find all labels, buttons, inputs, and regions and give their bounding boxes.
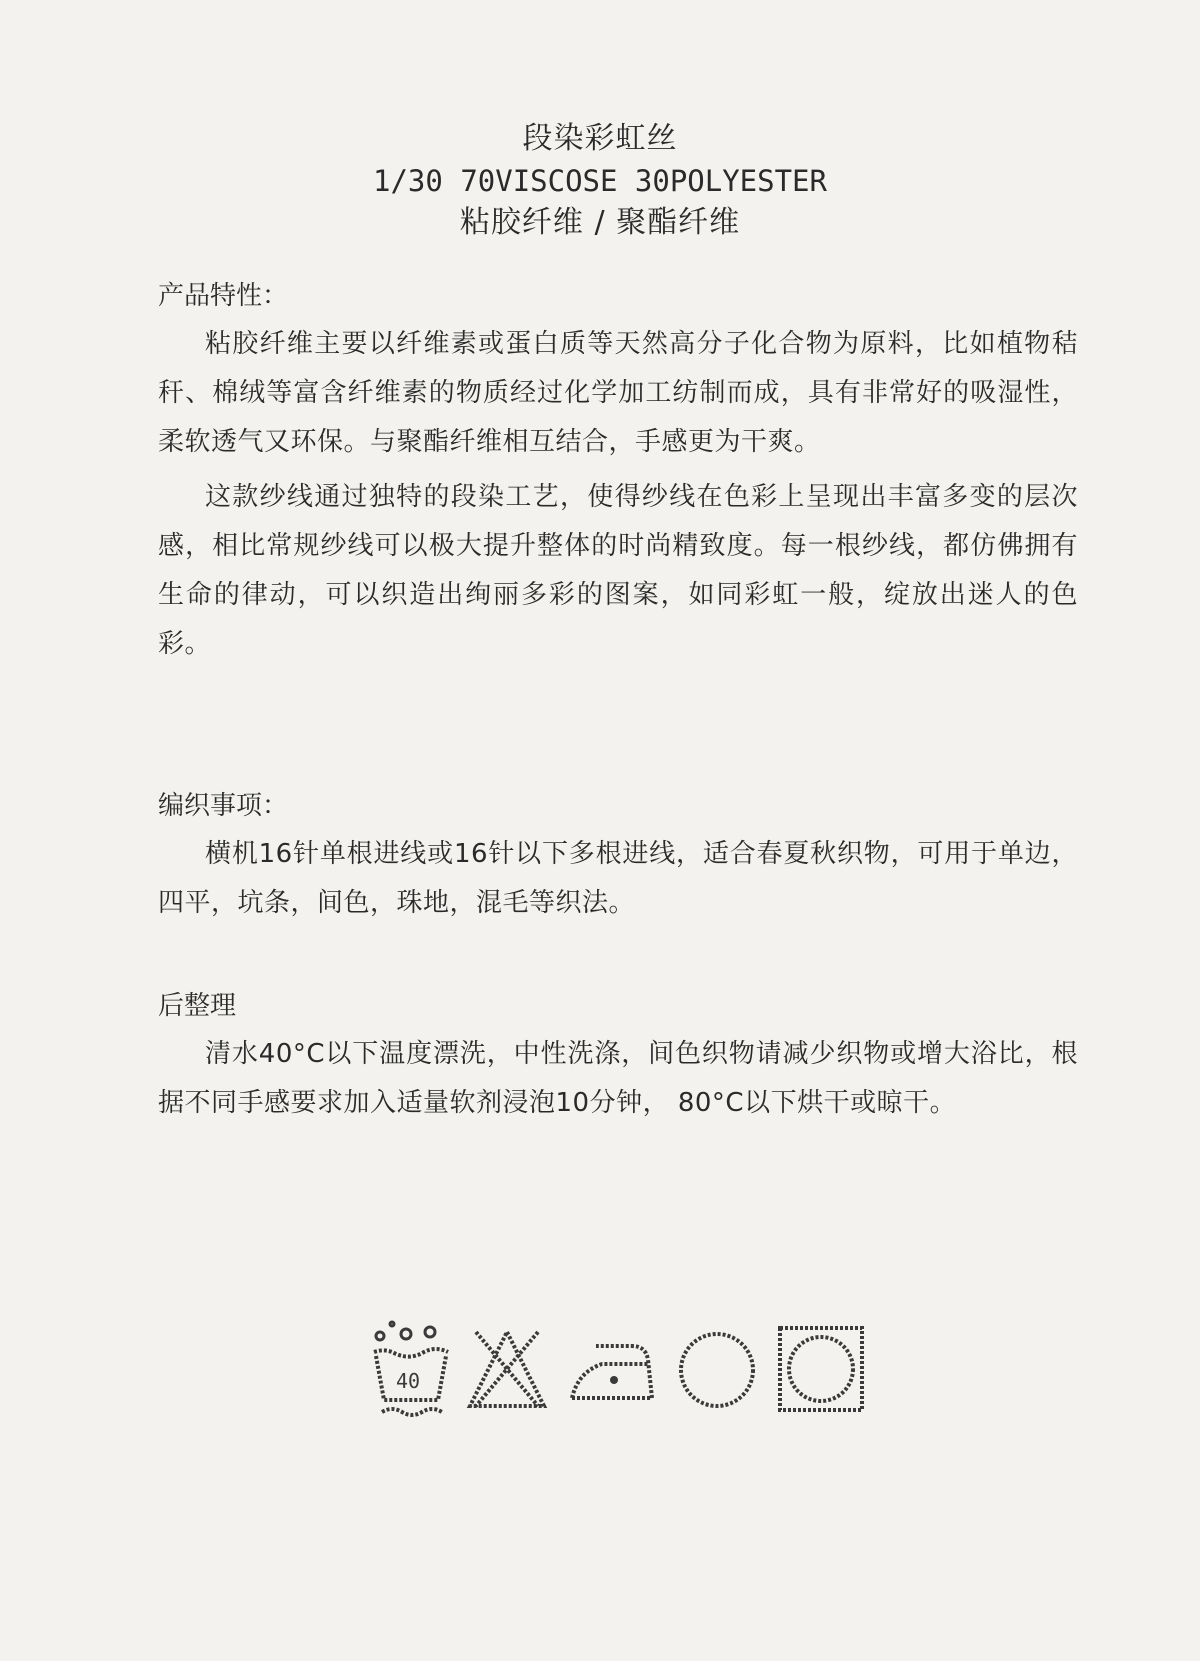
finishing-section xyxy=(158,988,1078,1128)
do-not-bleach-icon xyxy=(462,1318,552,1418)
fiber-composition: 粘胶纤维 / 聚酯纤维 xyxy=(459,205,741,240)
finishing-title: 后整理 xyxy=(158,991,237,1021)
product-title: 段染彩虹丝 xyxy=(522,121,678,156)
features-title: 产品特性： xyxy=(158,281,289,311)
knitting-paragraph: 横机16针单根进线或16针以下多根进线，适合春夏秋织物，可用于单边，四平，坑条，间色，珠地，混毛等织法。 xyxy=(158,839,1078,918)
features-paragraph-2: 这款纱线通过独特的段染工艺，使得纱线在色彩上呈现出丰富多变的层次感，相比常规纱线可以极大提升整体的时尚精致度。每一根纱线，都仿佛拥有生命的律动，可以织造出绚丽多彩的图案，如同彩虹一般，绽放出迷人的色彩。 xyxy=(158,482,1078,659)
wash-40-icon xyxy=(366,1318,456,1418)
yarn-spec: 1/30 70VISCOSE 30POLYESTER xyxy=(373,164,827,198)
care-symbols xyxy=(366,1318,896,1418)
iron-low-icon xyxy=(562,1318,662,1418)
features-section xyxy=(158,278,1078,669)
knitting-section xyxy=(158,788,1078,928)
dry-clean-icon xyxy=(672,1318,762,1418)
document-header xyxy=(0,118,1200,244)
finishing-paragraph: 清水40°C以下温度漂洗，中性洗涤，间色织物请减少织物或增大浴比，根据不同手感要求加入适量软剂浸泡10分钟， 80°C以下烘干或晾干。 xyxy=(158,1039,1078,1118)
wash-temperature: 40 xyxy=(396,1369,421,1393)
features-paragraph-1: 粘胶纤维主要以纤维素或蛋白质等天然高分子化合物为原料，比如植物秸秆、棉绒等富含纤维素的物质经过化学加工纺制而成，具有非常好的吸湿性，柔软透气又环保。与聚酯纤维相互结合，手感更为干爽。 xyxy=(158,329,1078,457)
tumble-dry-icon xyxy=(772,1318,872,1418)
knitting-title: 编织事项： xyxy=(158,791,289,821)
